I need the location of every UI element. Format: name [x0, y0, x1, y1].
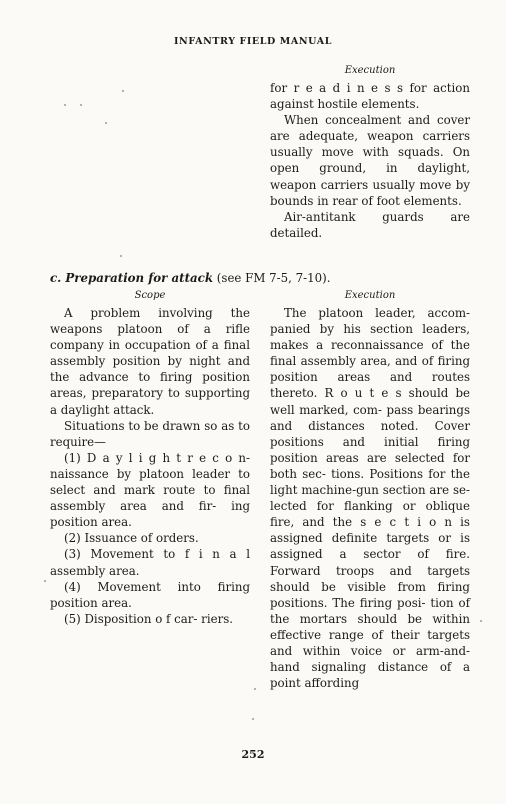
scope-paragraph-7: (5) Disposition o f car- riers.: [64, 611, 234, 626]
scope-paragraph-6: (4) Movement into firing position area.: [50, 579, 250, 610]
top-execution-paragraph-2: When concealment and cover are adequate, weapon carriers usually move with squads. On open ground, in daylight, weapon carriers usually move by bounds in rear of foot elements.: [270, 113, 470, 208]
scope-column: [50, 289, 250, 627]
scan-speck: [480, 620, 482, 622]
running-header: INFANTRY FIELD MANUAL: [174, 36, 332, 47]
scope-paragraph-1: A problem involving the weapons platoon of a rifle company in occupation of a final assembly position by night and the advance to firing position areas, preparatory to supporting a daylight attack.: [50, 306, 250, 417]
execution-heading: Execution: [344, 290, 396, 301]
scan-speck: [122, 90, 124, 92]
scan-speck: [80, 104, 82, 106]
scan-speck: [254, 688, 256, 690]
top-execution-paragraph-1: for r e a d i n e s s for action against hostile elements.: [270, 81, 470, 112]
scan-speck: [120, 255, 122, 257]
top-execution-paragraph-3: Air-antitank guards are detailed.: [270, 209, 470, 240]
scan-speck: [105, 122, 107, 124]
scope-paragraph-5: (3) Movement to f i n a l assembly area.: [50, 547, 250, 578]
top-execution-heading: Execution: [344, 65, 396, 76]
scan-speck: [44, 580, 46, 582]
scan-speck: [252, 718, 254, 720]
execution-column: [270, 289, 470, 691]
scan-speck: [64, 104, 66, 106]
scope-paragraph-2: Situations to be drawn so as to require—: [50, 418, 250, 449]
scope-paragraph-3: (1) D a y l i g h t r e c o n- naissance by platoon leader to select and mark route to final assembly area and fir- ing position area.: [50, 450, 250, 530]
section-label: c. Preparation for attack: [50, 271, 214, 285]
page-number: 252: [241, 748, 265, 761]
scope-heading: Scope: [134, 290, 166, 301]
execution-paragraph-1: The platoon leader, accom- panied by his section leaders, makes a reconnaissance of the final assembly area, and of firing position areas and routes thereto. R o u t e s should be well marked, com- pass bearings and distances noted. Cover positions and initial firing position areas are selected for both sec- tions. Positions for the light machine-gun section are se- lected for flanking or oblique fire, and the s e c t i o n is assigned definite targets or is assigned a sector of fire. Forward troops and targets should be visible from firing positions. The firing posi- tion of the mortars should be within effective range of their targets and within voice or arm-and-hand signaling distance of a point affording: [270, 306, 470, 691]
section-reference: (see FM 7-5, 7-10).: [213, 271, 331, 285]
section-heading: [50, 270, 470, 286]
top-execution-column: [270, 64, 470, 241]
scope-paragraph-4: (2) Issuance of orders.: [64, 531, 199, 546]
